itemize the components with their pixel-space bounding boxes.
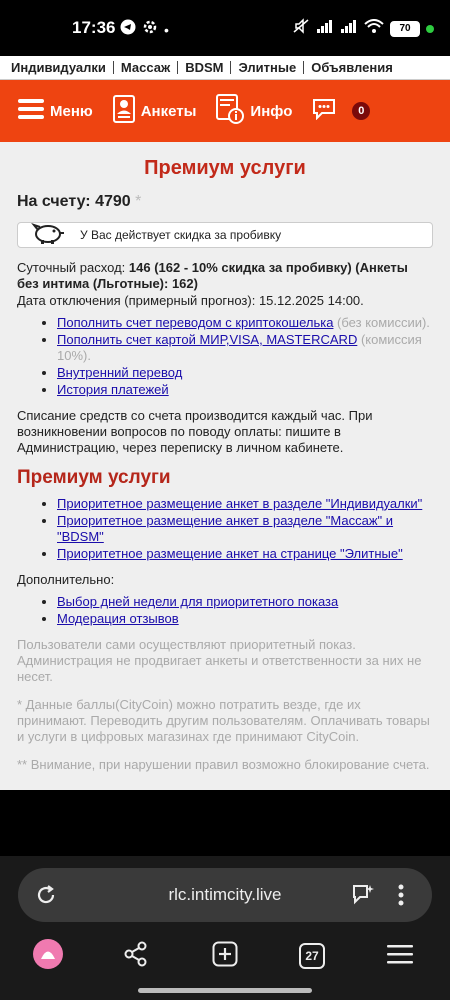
topup-crypto-link[interactable]: Пополнить счет переводом с криптокошелька <box>57 315 334 330</box>
category-bar <box>0 56 450 80</box>
category-elitnye[interactable]: Элитные <box>231 61 304 74</box>
shutdown-date: Дата отключения (примерный прогноз): 15.12.2025 14:00. <box>17 293 364 308</box>
main-menu-bar <box>0 80 450 142</box>
daily-expense-label: Суточный расход: <box>17 260 126 275</box>
mute-icon <box>292 18 310 39</box>
wifi-icon <box>364 19 384 38</box>
list-item <box>57 332 433 364</box>
info-button[interactable] <box>216 94 292 128</box>
priority-elitnye-link[interactable]: Приоритетное размещение анкет на странице "Элитные" <box>57 546 403 561</box>
tabs-button[interactable] <box>292 936 332 976</box>
messages-count-badge: 0 <box>352 102 370 120</box>
telegram-icon <box>120 19 136 40</box>
menu-label: Меню <box>50 102 93 120</box>
discount-notice <box>17 222 433 248</box>
category-massazh[interactable]: Массаж <box>114 61 178 74</box>
hamburger-menu-icon <box>386 943 414 970</box>
review-moderation-link[interactable]: Модерация отзывов <box>57 611 179 626</box>
share-button[interactable] <box>116 936 156 976</box>
balance-star: * <box>135 193 142 210</box>
list-item <box>57 496 433 512</box>
menu-button[interactable] <box>18 98 93 124</box>
info-document-icon <box>216 94 250 128</box>
signal-2-icon <box>340 19 358 38</box>
piggy-bank-icon <box>30 222 80 248</box>
priority-individualki-link[interactable]: Приоритетное размещение анкет в разделе "Индивидуалки" <box>57 496 423 511</box>
balance-label: На счету: <box>17 193 91 210</box>
page-content <box>0 142 450 773</box>
list-item <box>57 546 433 562</box>
settings-icon <box>142 19 158 40</box>
browser-logo-icon <box>32 938 64 975</box>
info-label: Инфо <box>250 102 293 120</box>
daily-expense-value: 146 (162 - 10% скидка за пробивку) (Анкеты без интима (Льготные): 162) <box>17 260 408 291</box>
address-bar[interactable] <box>18 868 432 922</box>
hamburger-icon <box>18 98 50 124</box>
more-options-icon[interactable] <box>398 883 404 912</box>
add-tab-icon <box>212 941 238 972</box>
weekday-selection-link[interactable]: Выбор дней недели для приоритетного показа <box>57 594 339 609</box>
battery-indicator: 70 <box>390 21 420 37</box>
new-tab-button[interactable] <box>205 936 245 976</box>
gesture-home-bar[interactable] <box>138 988 312 993</box>
tabs-count-icon: 27 <box>299 943 325 969</box>
billing-note: Списание средств со счета производится каждый час. При возникновении вопросов по поводу оплаты: пишите в Администрацию, через переписку в личном кабинете. <box>17 408 373 455</box>
page-title: Премиум услуги <box>144 157 306 179</box>
profiles-button[interactable] <box>113 95 197 127</box>
browser-toolbar <box>0 936 450 980</box>
payment-history-link[interactable]: История платежей <box>57 382 169 397</box>
browser-home-button[interactable] <box>28 936 68 976</box>
ai-chat-icon[interactable] <box>350 882 376 913</box>
web-page <box>0 56 450 790</box>
extra-links-list <box>57 594 433 627</box>
internal-transfer-link[interactable]: Внутренний перевод <box>57 365 183 380</box>
premium-links-list <box>57 496 433 562</box>
category-individualki[interactable]: Индивидуалки <box>4 61 114 74</box>
footnotes <box>17 637 433 773</box>
topup-card-note: (комиссия 10%). <box>57 332 422 363</box>
daily-expense <box>17 260 433 292</box>
note-warning: ** Внимание, при нарушении правил возможно блокирование счета. <box>17 757 430 772</box>
payment-links-list <box>57 315 433 398</box>
signal-1-icon <box>316 19 334 38</box>
share-icon <box>123 941 149 972</box>
browser-menu-button[interactable] <box>380 936 420 976</box>
list-item <box>57 594 433 610</box>
category-obyavleniya[interactable]: Объявления <box>311 60 393 75</box>
list-item <box>57 382 433 398</box>
url-text[interactable]: rlc.intimcity.live <box>168 885 282 904</box>
note-users: Пользователи сами осуществляют приоритетный показ. Администрация не продвигает анкеты и ответственности за них не несет. <box>17 637 422 684</box>
category-bdsm[interactable]: BDSM <box>178 61 231 74</box>
discount-text: У Вас действует скидка за пробивку <box>80 228 282 242</box>
note-citycoin: * Данные баллы(CityCoin) можно потратить везде, где их принимают. Переводить другим пользователям. Оплачивать товары и услуги в цифровых магазинах где принимают CityCoin. <box>17 697 430 744</box>
extra-label: Дополнительно: <box>17 572 115 587</box>
list-item <box>57 611 433 627</box>
list-item <box>57 315 433 331</box>
messages-button[interactable] <box>312 98 370 124</box>
profiles-label: Анкеты <box>140 102 197 120</box>
topup-card-link[interactable]: Пополнить счет картой МИР,VISA, MASTERCARD <box>57 332 358 347</box>
priority-massazh-bdsm-link[interactable]: Приоритетное размещение анкет в разделе "Массаж" и "BDSM" <box>57 513 394 544</box>
list-item <box>57 365 433 381</box>
premium-heading: Премиум услуги <box>17 467 171 488</box>
chat-bubble-icon <box>312 98 342 124</box>
balance-value: 4790 <box>95 193 131 210</box>
profile-card-icon <box>113 95 141 127</box>
privacy-dot <box>426 25 434 33</box>
status-bar <box>0 0 450 56</box>
status-time: 17:36 <box>72 18 116 37</box>
account-balance <box>17 194 433 210</box>
topup-crypto-note: (без комиссии). <box>333 315 430 330</box>
list-item <box>57 513 433 545</box>
more-dots-icon: • <box>164 21 169 38</box>
